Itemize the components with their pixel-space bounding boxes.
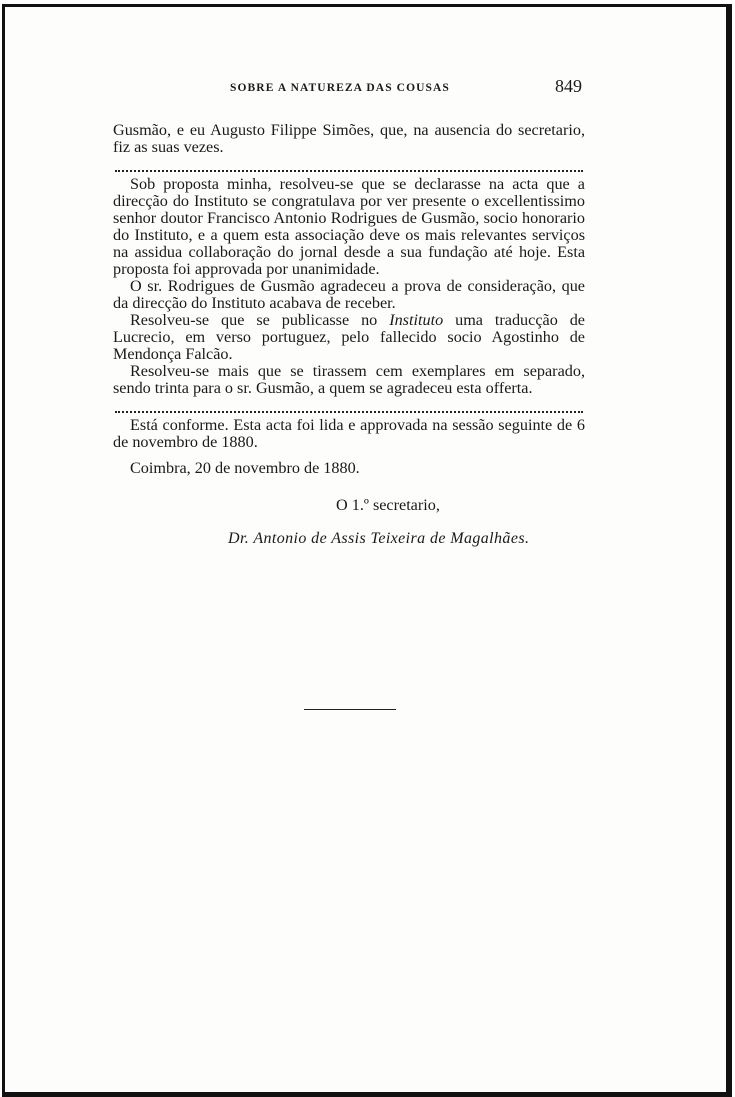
opening-paragraph: Gusmão, e eu Augusto Filippe Simões, que, na ausencia do secretario, fiz as suas vezes. (113, 121, 585, 156)
page-header (110, 76, 586, 98)
ellipsis-dots-top (115, 162, 583, 172)
copies-paragraph: Resolveu-se mais que se tirassem cem exemplares em separado, sendo trinta para o sr. Gusmão, a quem se agradeceu esta offerta. (113, 362, 585, 397)
ellipsis-dots-bottom (115, 403, 583, 413)
proposal-paragraph: Sob proposta minha, resolveu-se que se declarasse na acta que a direcção do Instituto se congratulava por ver presente o excellentissimo senhor doutor Francisco Antonio Rodrigues de Gusmão, socio honorario do Instituto, e a quem esta associação deve os mais relevantes serviços na assidua collaboração do jornal desde a sua fundação até hoje. Esta proposta foi approvada por unanimidade. (113, 175, 585, 278)
closing-rule (304, 709, 396, 710)
secretary-role: O 1.º secretario, (336, 496, 440, 514)
thanks-paragraph: O sr. Rodrigues de Gusmão agradeceu a prova de consideração, que da direcção do Instituto acabava de receber. (113, 277, 585, 312)
body-text (113, 122, 585, 451)
running-title: SOBRE A NATUREZA DAS COUSAS (230, 82, 450, 94)
publication-text-before: Resolveu-se que se publicasse no (130, 311, 390, 329)
publication-text-after: uma traducção de Lucrecio, em verso portuguez, pelo fallecido socio Agostinho de Mendonça Falcão. (113, 311, 585, 363)
conformity-paragraph: Está conforme. Esta acta foi lida e approvada na sessão seguinte de 6 de novembro de 1880. (113, 416, 585, 451)
page-number: 849 (555, 76, 582, 96)
publication-paragraph (113, 312, 585, 363)
journal-name: Instituto (389, 311, 444, 329)
place-date: Coimbra, 20 de novembro de 1880. (130, 459, 360, 477)
signatory-name: Dr. Antonio de Assis Teixeira de Magalhães. (228, 530, 530, 547)
